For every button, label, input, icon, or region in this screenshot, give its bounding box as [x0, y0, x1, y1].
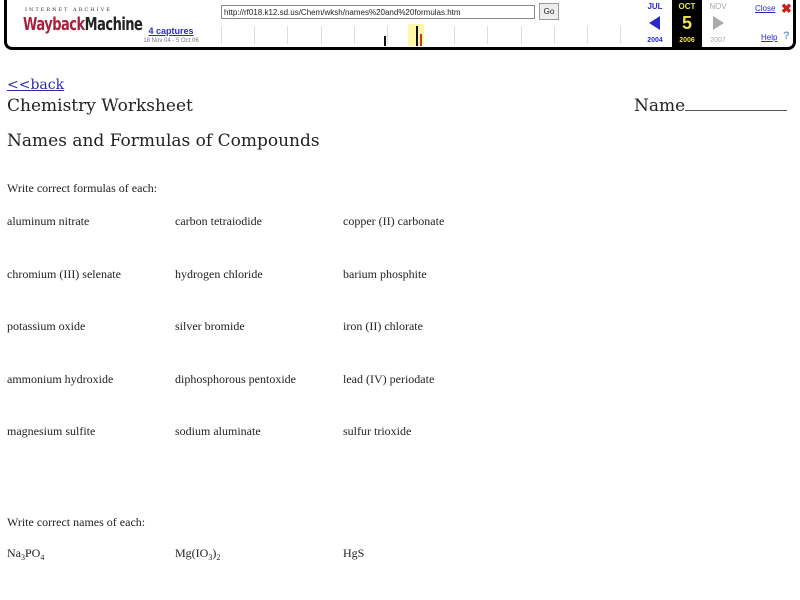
next-capture-button[interactable] — [703, 0, 733, 47]
compound-name: copper (II) carbonate — [343, 214, 445, 228]
compound-row — [7, 424, 607, 440]
compound-name: magnesium sulfite — [7, 424, 96, 438]
timeline-tick — [254, 26, 255, 44]
formula-text: PO — [25, 546, 41, 560]
help-icon[interactable]: ? — [783, 30, 790, 42]
formula-text: HgS — [343, 546, 365, 560]
chemical-formula — [343, 546, 364, 561]
timeline-capture-marker-current[interactable] — [420, 34, 422, 46]
chemical-formula — [175, 546, 220, 561]
formula-subscript: 3 — [21, 553, 25, 562]
compound-name: sodium aluminate — [175, 424, 261, 438]
page-subtitle: Names and Formulas of Compounds — [7, 131, 320, 151]
timeline-tick — [321, 26, 322, 44]
formula-subscript: 2 — [216, 553, 221, 562]
timeline-tick — [487, 26, 488, 44]
compound-name: barium phosphite — [343, 267, 427, 281]
compound-name: chromium (III) selenate — [7, 267, 121, 281]
timeline-tick — [554, 26, 555, 44]
name-field — [634, 96, 787, 116]
formula-text: Na — [7, 546, 21, 560]
captures-range: 18 Nov 04 - 5 Oct 06 — [143, 38, 199, 44]
chemical-formula — [7, 546, 44, 561]
logo-wayback-machine-text: WaybackMachine — [23, 15, 143, 36]
capture-timeline[interactable] — [221, 24, 621, 46]
prev-month: JUL — [647, 2, 663, 11]
timeline-tick — [521, 26, 522, 44]
compound-name: hydrogen chloride — [175, 267, 263, 281]
timeline-tick — [620, 26, 621, 44]
compound-row — [7, 267, 607, 283]
current-day: 5 — [681, 13, 692, 33]
timeline-tick — [454, 26, 455, 44]
wayback-toolbar — [4, 0, 796, 50]
compound-name: aluminum nitrate — [7, 214, 90, 228]
name-blank-line — [685, 97, 787, 111]
timeline-capture-marker[interactable] — [384, 36, 386, 46]
captures-link[interactable]: 4 captures — [148, 26, 194, 36]
arrow-right-icon — [713, 16, 724, 30]
wayback-logo[interactable] — [21, 6, 143, 40]
timeline-tick — [587, 26, 588, 44]
formulas-instruction: Write correct formulas of each: — [7, 181, 158, 195]
close-icon[interactable]: ✖ — [781, 1, 792, 16]
timeline-tick — [354, 26, 355, 44]
month-navigator — [637, 0, 737, 47]
compound-name: carbon tetraiodide — [175, 214, 262, 228]
help-link[interactable]: Help — [761, 33, 778, 42]
prev-year: 2004 — [647, 37, 663, 44]
logo-internet-archive-text: INTERNET ARCHIVE — [25, 7, 112, 13]
timeline-tick — [287, 26, 288, 44]
url-input[interactable] — [221, 5, 535, 19]
names-instruction: Write correct names of each: — [7, 515, 146, 529]
formula-subscript: 3 — [208, 553, 213, 562]
timeline-tick — [387, 26, 388, 44]
name-label: Name — [634, 96, 686, 116]
timeline-capture-marker[interactable] — [416, 26, 418, 46]
compound-name: potassium oxide — [7, 319, 86, 333]
current-year: 2006 — [679, 37, 695, 44]
formula-row — [7, 546, 607, 562]
compound-name: diphosphorous pentoxide — [175, 372, 296, 386]
compound-name: silver bromide — [175, 319, 245, 333]
back-link[interactable]: <<back — [7, 77, 65, 93]
compound-name: iron (II) chlorate — [343, 319, 423, 333]
prev-capture-button[interactable] — [640, 0, 670, 47]
compound-row — [7, 214, 607, 230]
next-month: NOV — [709, 2, 727, 11]
arrow-left-icon — [649, 16, 660, 30]
captures-summary — [135, 26, 207, 44]
formula-text: Mg(IO — [175, 546, 209, 560]
compound-name: lead (IV) periodate — [343, 372, 435, 386]
formula-text: ) — [212, 546, 217, 560]
formula-subscript: 4 — [40, 553, 45, 562]
next-year: 2007 — [710, 37, 726, 44]
compound-name: ammonium hydroxide — [7, 372, 114, 386]
go-button[interactable]: Go — [539, 3, 559, 20]
current-capture — [672, 0, 702, 47]
close-link[interactable]: Close — [755, 4, 776, 13]
compound-row — [7, 372, 607, 388]
current-month: OCT — [678, 2, 696, 11]
timeline-tick — [221, 26, 222, 44]
page-title: Chemistry Worksheet — [7, 96, 193, 116]
compound-row — [7, 319, 607, 335]
compound-name: sulfur trioxide — [343, 424, 412, 438]
